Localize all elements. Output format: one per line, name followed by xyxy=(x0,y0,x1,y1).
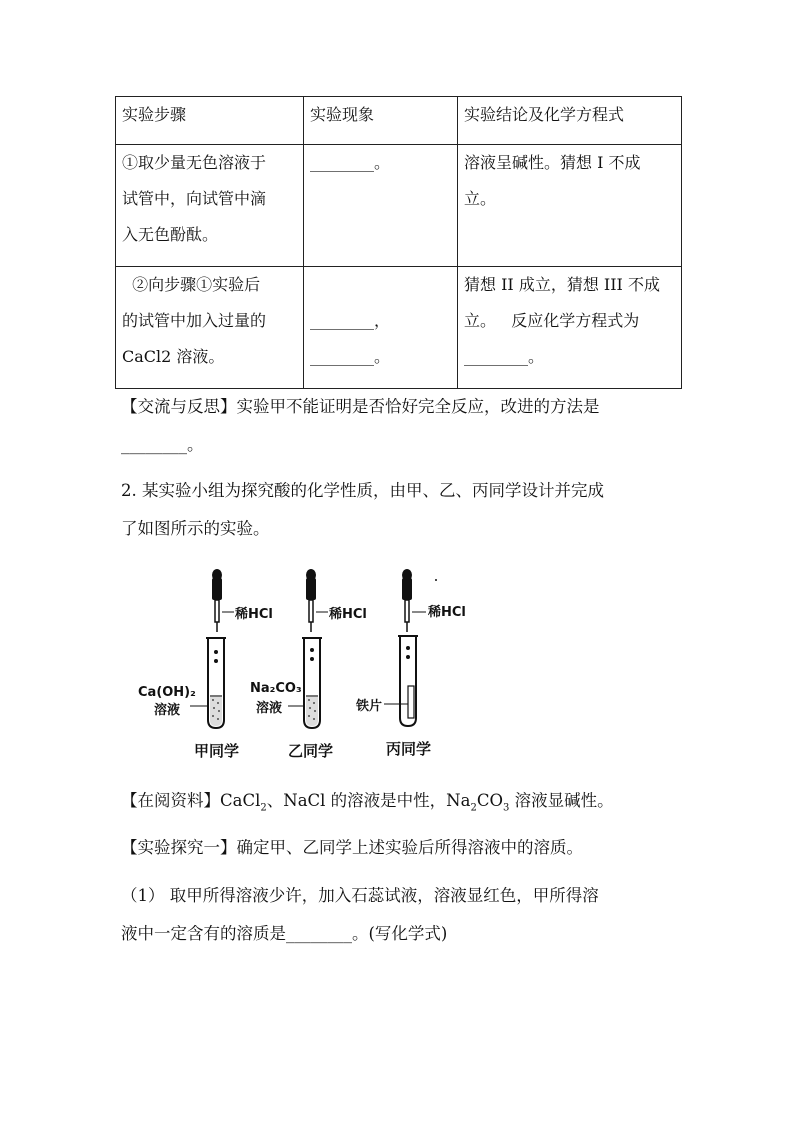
q1-line-2: 液中一定含有的溶质是________。(写化学式) xyxy=(121,924,448,943)
dropper-3 xyxy=(402,569,437,632)
reflection-line-2: ________。 xyxy=(121,435,204,454)
caption-2: 乙同学 xyxy=(288,742,334,760)
solution-label-2a: Na₂CO₃ xyxy=(250,681,302,696)
row1-conclusion: 溶液呈碱性。猜想 I 不成 立。 xyxy=(458,145,682,267)
reagent-label-3: 稀HCl xyxy=(428,605,466,620)
question2-line-1: 2. 某实验小组为探究酸的化学性质，由甲、乙、丙同学设计并完成 xyxy=(121,481,604,500)
header-phenomenon: 实验现象 xyxy=(304,97,458,145)
q1-line-1: （1） 取甲所得溶液少许，加入石蕊试液，溶液显红色，甲所得溶 xyxy=(121,886,599,905)
table-row xyxy=(116,267,682,389)
caption-3: 丙同学 xyxy=(386,740,432,758)
experiment-figure xyxy=(130,560,500,770)
dropper-2 xyxy=(306,569,328,632)
info-line: 【在阅资料】CaCl$_2$、NaCl 的溶液是中性，$Na_2CO_3$ 溶液显碱性。 xyxy=(121,791,614,814)
reflection-line-1: 【交流与反思】实验甲不能证明是否恰好完全反应，改进的方法是 xyxy=(121,397,600,416)
test-tube-1 xyxy=(190,638,226,728)
row1-phenomenon: ________。 xyxy=(304,145,458,267)
solution-label-1b: 溶液 xyxy=(154,703,181,718)
caption-1: 甲同学 xyxy=(194,742,240,760)
experiment-table xyxy=(115,96,682,389)
row1-step: ①取少量无色溶液于 试管中，向试管中滴 入无色酚酞。 xyxy=(116,145,304,267)
reagent-label-2: 稀HCl xyxy=(329,607,367,622)
header-step: 实验步骤 xyxy=(116,97,304,145)
solution-label-2b: 溶液 xyxy=(256,701,283,716)
iron-strip xyxy=(408,686,414,718)
question2-line-2: 了如图所示的实验。 xyxy=(121,519,270,538)
dropper-1 xyxy=(212,569,234,632)
test-tube-3 xyxy=(384,636,418,726)
inquiry1-line: 【实验探究一】确定甲、乙同学上述实验后所得溶液中的溶质。 xyxy=(121,838,583,857)
table-row xyxy=(116,145,682,267)
header-conclusion: 实验结论及化学方程式 xyxy=(458,97,682,145)
table-header-row xyxy=(116,97,682,145)
iron-label: 铁片 xyxy=(356,699,383,714)
reagent-label-1: 稀HCl xyxy=(235,607,273,622)
row2-conclusion: 猜想 II 成立，猜想 III 不成 立。 反应化学方程式为 ________。 xyxy=(458,267,682,389)
row2-step: ②向步骤①实验后 的试管中加入过量的 CaCl2 溶液。 xyxy=(116,267,304,389)
row2-phenomenon: ________， ________。 xyxy=(304,267,458,389)
solution-label-1a: Ca(OH)₂ xyxy=(138,685,196,700)
